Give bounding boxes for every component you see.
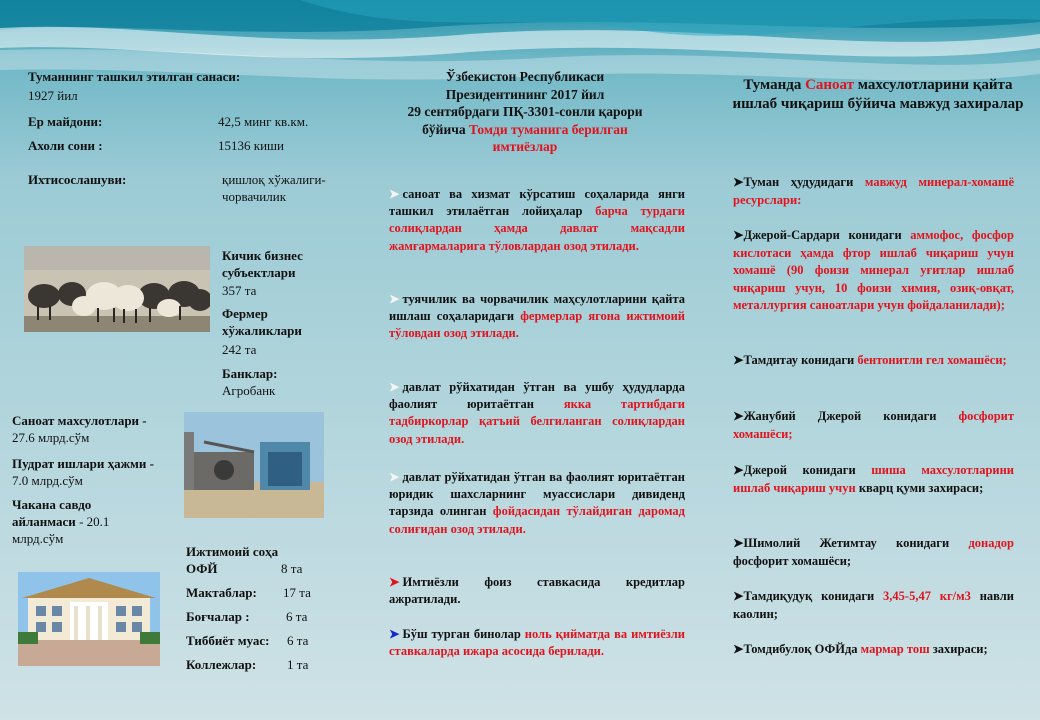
arrow-icon: ➤ <box>389 292 400 306</box>
arrow-icon: ➤ <box>733 463 744 477</box>
benefit-item-4: ➤ давлат рўйхатидан ўтган ва фаолият юритаётган юридик шахсларнинг муассислари дивиденд тарзида олинган фойдасидан тўлайдиган даромад солиғидан озод этилади. <box>389 470 686 536</box>
benefit-item-3: ➤ давлат рўйхатидан ўтган ва ушбу ҳудудларда фаолият юритаётган якка тартибдаги тадбиркорлар қатъий белгиланган солиқлардан озод этилади. <box>389 380 685 446</box>
industry-value: 27.6 млрд.сўм <box>12 430 90 445</box>
middle-title-line1: Ўзбекистон Республикаси <box>445 69 605 84</box>
social-value-2: 6 та <box>286 609 308 624</box>
founded-value: 1927 йил <box>28 88 78 103</box>
reserve-item-7: ➤Тамдиқудуқ конидаги 3,45-5,47 кг/м3 навли каолин; <box>733 589 1014 621</box>
founded-label: Туманнинг ташкил этилган санаси: <box>28 69 241 84</box>
reserve-item-1: ➤Туман ҳудудидаги мавжуд минерал-хомашё ресурслари: <box>733 175 1014 207</box>
population-value: 15136 киши <box>218 138 284 153</box>
arrow-icon: ➤ <box>733 536 744 550</box>
reserve-item-6: ➤Шимолий Жетимтау конидаги донадор фосфорит хомашёси; <box>733 536 1014 568</box>
middle-title-line2: Президентининг 2017 йил <box>445 86 605 102</box>
banks-label: Банклар: <box>222 366 278 381</box>
area-label: Ер майдони: <box>28 114 103 129</box>
specialization-value: қишлоқ хўжалиги-чорвачилик <box>222 172 326 204</box>
contract-value: 7.0 млрд.сўм <box>12 473 83 488</box>
reserve-item-2: ➤Джерой-Сардари конидаги аммофос, фосфор кислотаси ҳамда фтор ишлаб чиқариш учун хомашё (90 фоизи минерал уғитлар ишлаб чиқариш учун, 10 фоизи химия, озиқ-овқат, металлургия саноатлари учун фойдаланилади); <box>733 228 1014 313</box>
sheep-photo <box>24 246 210 332</box>
social-value-4: 1 та <box>287 657 309 672</box>
social-label-3: Тиббиёт муас: <box>186 633 270 648</box>
factory-photo <box>184 412 324 518</box>
social-label-4: Коллежлар: <box>186 657 257 672</box>
middle-title <box>380 68 670 156</box>
reserve-item-3: ➤Тамдитау конидаги бентонитли гел хомашёси; <box>733 353 1007 367</box>
arrow-icon: ➤ <box>733 589 744 603</box>
arrow-icon: ➤ <box>389 575 400 589</box>
reserve-item-8: ➤Томдибулоқ ОФЙда мармар тош захираси; <box>733 642 988 656</box>
arrow-icon: ➤ <box>733 228 744 242</box>
retail-label: Чакана савдо айланмаси <box>12 497 92 529</box>
middle-title-line5: имтиёзлар <box>492 139 558 154</box>
arrow-icon: ➤ <box>733 409 744 423</box>
school-photo <box>18 572 160 666</box>
social-label-1: Мактаблар: <box>186 585 257 600</box>
social-label-0: ОФЙ <box>186 561 218 576</box>
reserve-item-4: ➤Жанубий Джерой конидаги фосфорит хомашёси; <box>733 409 1014 441</box>
small-business-label: Кичик бизнес субъектлари <box>222 248 303 280</box>
arrow-icon: ➤ <box>389 380 400 394</box>
contract-label: Пудрат ишлари ҳажми - <box>12 456 154 471</box>
social-label-2: Боғчалар : <box>186 609 250 624</box>
banks-value: Агробанк <box>222 383 276 398</box>
small-business-value: 357 та <box>222 283 257 298</box>
population-label: Ахоли сони : <box>28 138 103 153</box>
benefit-item-1: ➤ саноат ва хизмат кўрсатиш соҳаларида янги ташкил этилаётган лойиҳалар барча турдаги солиқлардан ҳамда давлат мақсадли жамғармаларига тўловлардан озод этилади. <box>389 187 685 253</box>
arrow-icon: ➤ <box>733 175 744 189</box>
benefit-item-6: ➤ Бўш турган бинолар ноль қийматда ва имтиёзли ставкаларда ижара асосида берилади. <box>389 627 685 659</box>
arrow-icon: ➤ <box>733 642 744 656</box>
arrow-icon: ➤ <box>389 627 400 641</box>
benefit-item-2: ➤ туячилик ва чорвачилик маҳсулотларини қайта ишлаш соҳаларидаги фермерлар ягона ижтимоий тўловдан озод этилади. <box>389 292 685 341</box>
social-value-1: 17 та <box>283 585 311 600</box>
arrow-icon: ➤ <box>389 187 400 201</box>
social-title: Ижтимоий соҳа <box>186 544 279 559</box>
right-title: Туманда Саноат махсулотларини қайта ишлаб чиқариш бўйича мавжуд захиралар <box>732 77 1024 112</box>
retail-value: - 20.1 млрд.сўм <box>12 514 110 546</box>
area-value: 42,5 минг кв.км. <box>218 114 309 129</box>
farms-label: Фермер хўжаликлари <box>222 306 302 338</box>
arrow-icon: ➤ <box>733 353 744 367</box>
middle-title-line3: 29 сентябрдаги ПҚ-3301-сонли қарори <box>407 104 643 119</box>
specialization-label: Ихтисослашуви: <box>28 172 127 187</box>
middle-title-line4: бўйича Томди туманига берилган <box>422 121 628 137</box>
farms-value: 242 та <box>222 342 257 357</box>
retail-block <box>12 496 142 547</box>
social-value-0: 8 та <box>281 561 303 576</box>
arrow-icon: ➤ <box>389 470 400 484</box>
benefit-item-5: ➤ Имтиёзли фоиз ставкасида кредитлар ажратилади. <box>389 575 685 607</box>
social-value-3: 6 та <box>287 633 309 648</box>
industry-label: Саноат махсулотлари - <box>12 413 147 428</box>
reserve-item-5: ➤Джерой конидаги шиша махсулотларини ишлаб чиқариш учун кварц қуми захираси; <box>733 463 1014 495</box>
